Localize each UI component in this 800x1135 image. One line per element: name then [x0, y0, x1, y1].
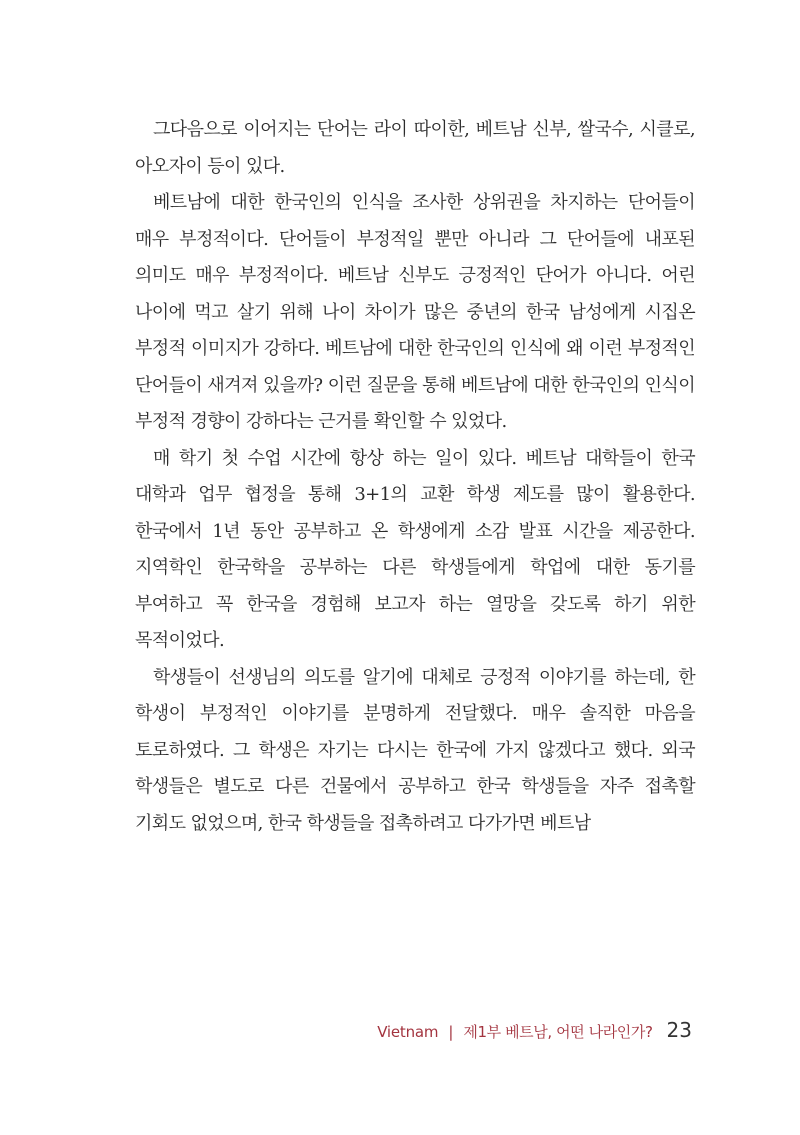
paragraph-4: 학생들이 선생님의 의도를 알기에 대체로 긍정적 이야기를 하는데, 한 학생이 부정적인 이야기를 분명하게 전달했다. 매우 솔직한 마음을 토로하였다. 그 학생은 자기는 다시는 한국에 가지 않겠다고 했다. 외국 학생들은 별도로 다른 건물에서 공부하고 한국 학생들을 자주 접촉할 기회도 없었으며, 한국 학생들을 접촉하려고 다가가면 베트남 [135, 666, 695, 834]
footer-chapter-title: 제1부 베트남, 어떤 나라인가? [463, 1023, 653, 1041]
paragraph-2: 베트남에 대한 한국인의 인식을 조사한 상위권을 차지하는 단어들이 매우 부정적이다. 단어들이 부정적일 뿐만 아니라 그 단어들에 내포된 의미도 매우 부정적이다. 베트남 신부도 긍정적인 단어가 아니다. 어린 나이에 먹고 살기 위해 나이 차이가 많은 중년의 한국 남성에게 시집온 부정적 이미지가 강하다. 베트남에 대한 한국인의 인식에 왜 이런 부정적인 단어들이 새겨져 있을까? 이런 질문을 통해 베트남에 대한 한국인의 인식이 부정적 경향이 강하다는 근거를 확인할 수 있었다. [135, 192, 695, 432]
page-number: 23 [666, 1018, 692, 1042]
footer-book-title: Vietnam [377, 1023, 439, 1041]
paragraph-1: 그다음으로 이어지는 단어는 라이 따이한, 베트남 신부, 쌀국수, 시클로, 아오자이 등이 있다. [135, 119, 695, 177]
body-text [135, 112, 695, 842]
footer-separator: | [448, 1023, 454, 1041]
page-footer [377, 1018, 692, 1042]
paragraph-3: 매 학기 첫 수업 시간에 항상 하는 일이 있다. 베트남 대학들이 한국 대학과 업무 협정을 통해 3+1의 교환 학생 제도를 많이 활용한다. 한국에서 1년 동안 공부하고 온 학생에게 소감 발표 시간을 제공한다. 지역학인 한국학을 공부하는 다른 학생들에게 학업에 대한 동기를 부여하고 꼭 한국을 경험해 보고자 하는 열망을 갖도록 하기 위한 목적이었다. [135, 447, 695, 651]
